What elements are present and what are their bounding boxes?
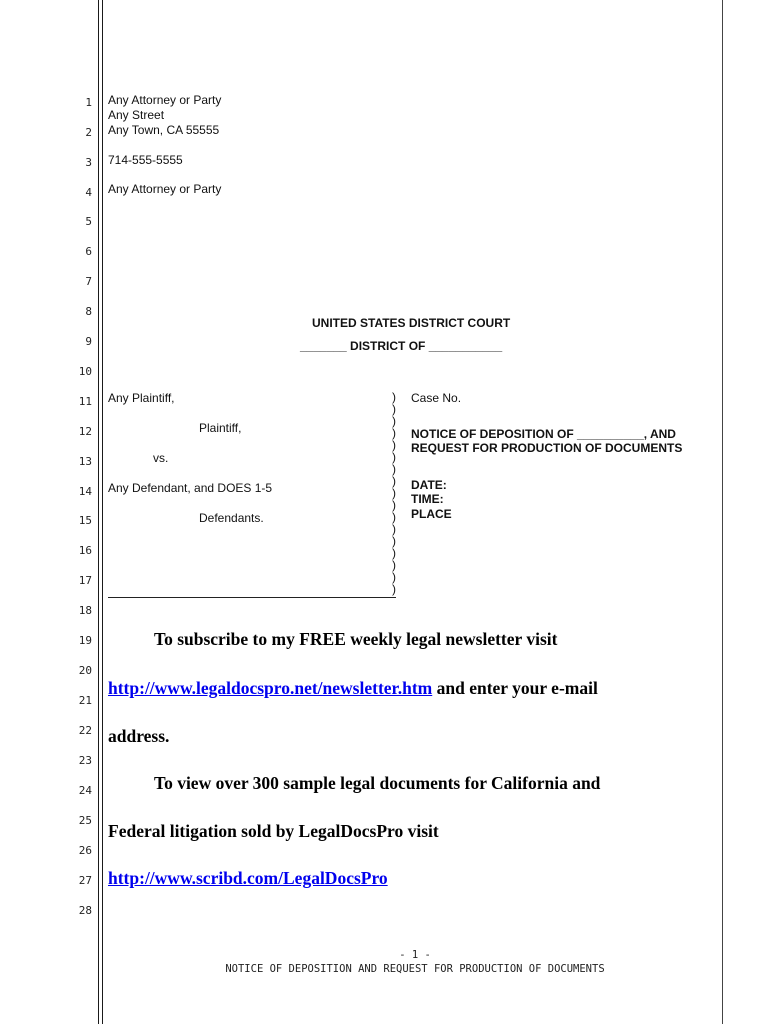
line-number: 21: [78, 694, 92, 707]
plaintiff-role: Plaintiff,: [199, 421, 242, 435]
date-label: DATE:: [411, 478, 447, 492]
line-number: 6: [85, 245, 92, 258]
line-number: 1: [85, 96, 92, 109]
line-number: 14: [78, 485, 92, 498]
paren: ): [392, 474, 396, 488]
line-number: 3: [85, 156, 92, 169]
time-label: TIME:: [411, 492, 444, 506]
place-label: PLACE: [411, 507, 452, 521]
paren: ): [392, 426, 396, 440]
line-number: 5: [85, 215, 92, 228]
samples-paragraph-cont: Federal litigation sold by LegalDocsPro visit: [108, 821, 439, 841]
line-number: 2: [85, 126, 92, 139]
scribd-link[interactable]: http://www.scribd.com/LegalDocsPro: [108, 868, 388, 888]
line-number: 7: [85, 275, 92, 288]
paren: ): [392, 582, 396, 596]
footer-title: NOTICE OF DEPOSITION AND REQUEST FOR PRODUCTION OF DOCUMENTS: [225, 963, 605, 975]
paren: ): [392, 402, 396, 416]
paren: ): [392, 390, 396, 404]
paren: ): [392, 558, 396, 572]
paren: ): [392, 546, 396, 560]
page-number: - 1 -: [399, 949, 431, 961]
left-margin-rule-outer: [98, 0, 99, 1024]
court-district: _______ DISTRICT OF ___________: [300, 339, 503, 353]
paren: ): [392, 462, 396, 476]
line-number: 19: [78, 634, 92, 647]
line-number: 15: [78, 514, 92, 527]
line-number: 23: [78, 754, 92, 767]
paren: ): [392, 510, 396, 524]
paren: ): [392, 534, 396, 548]
line-number: 18: [78, 604, 92, 617]
line-number: 16: [78, 544, 92, 557]
line-number: 12: [78, 425, 92, 438]
defendant-name: Any Defendant, and DOES 1-5: [108, 481, 273, 495]
document-title-line-2: REQUEST FOR PRODUCTION OF DOCUMENTS: [411, 441, 683, 455]
paren: ): [392, 486, 396, 500]
court-name: UNITED STATES DISTRICT COURT: [312, 316, 511, 330]
paren: ): [392, 570, 396, 584]
line-number: 17: [78, 574, 92, 587]
line-number: 10: [78, 365, 92, 378]
plaintiff-name: Any Plaintiff,: [108, 391, 175, 405]
paren: ): [392, 498, 396, 512]
line-number: 20: [78, 664, 92, 677]
line-number: 9: [85, 335, 92, 348]
address-text: address.: [108, 726, 170, 746]
line-number: 26: [78, 844, 92, 857]
newsletter-paragraph: To subscribe to my FREE weekly legal newsletter visit: [154, 629, 558, 649]
scribd-link-line: [108, 868, 388, 888]
line-number: 28: [78, 904, 92, 917]
paren: ): [392, 522, 396, 536]
line-number: 22: [78, 724, 92, 737]
line-number: 4: [85, 186, 92, 199]
line-number: 13: [78, 455, 92, 468]
attorney-for: Any Attorney or Party: [108, 182, 222, 196]
paren: ): [392, 414, 396, 428]
newsletter-link-line: [108, 678, 598, 698]
line-number: 11: [78, 395, 92, 408]
defendant-role: Defendants.: [199, 511, 264, 525]
line-number: 25: [78, 814, 92, 827]
case-number-label: Case No.: [411, 391, 462, 405]
paren: ): [392, 438, 396, 452]
newsletter-link-suffix: and enter your e-mail: [432, 678, 598, 698]
samples-paragraph: To view over 300 sample legal documents for California and: [154, 773, 601, 793]
left-margin-rule-inner: [102, 0, 103, 1024]
attorney-name: Any Attorney or Party: [108, 93, 222, 107]
attorney-phone: 714-555-5555: [108, 153, 183, 167]
line-number: 27: [78, 874, 92, 887]
caption-underline: [108, 597, 396, 598]
line-number: 8: [85, 305, 92, 318]
paren: ): [392, 450, 396, 464]
line-number: 24: [78, 784, 92, 797]
newsletter-link[interactable]: http://www.legaldocspro.net/newsletter.htm: [108, 678, 433, 698]
right-margin-rule: [722, 0, 723, 1024]
attorney-city: Any Town, CA 55555: [108, 123, 220, 137]
attorney-street: Any Street: [108, 108, 165, 122]
document-title-line-1: NOTICE OF DEPOSITION OF __________, AND: [411, 427, 676, 441]
versus: vs.: [153, 451, 169, 465]
